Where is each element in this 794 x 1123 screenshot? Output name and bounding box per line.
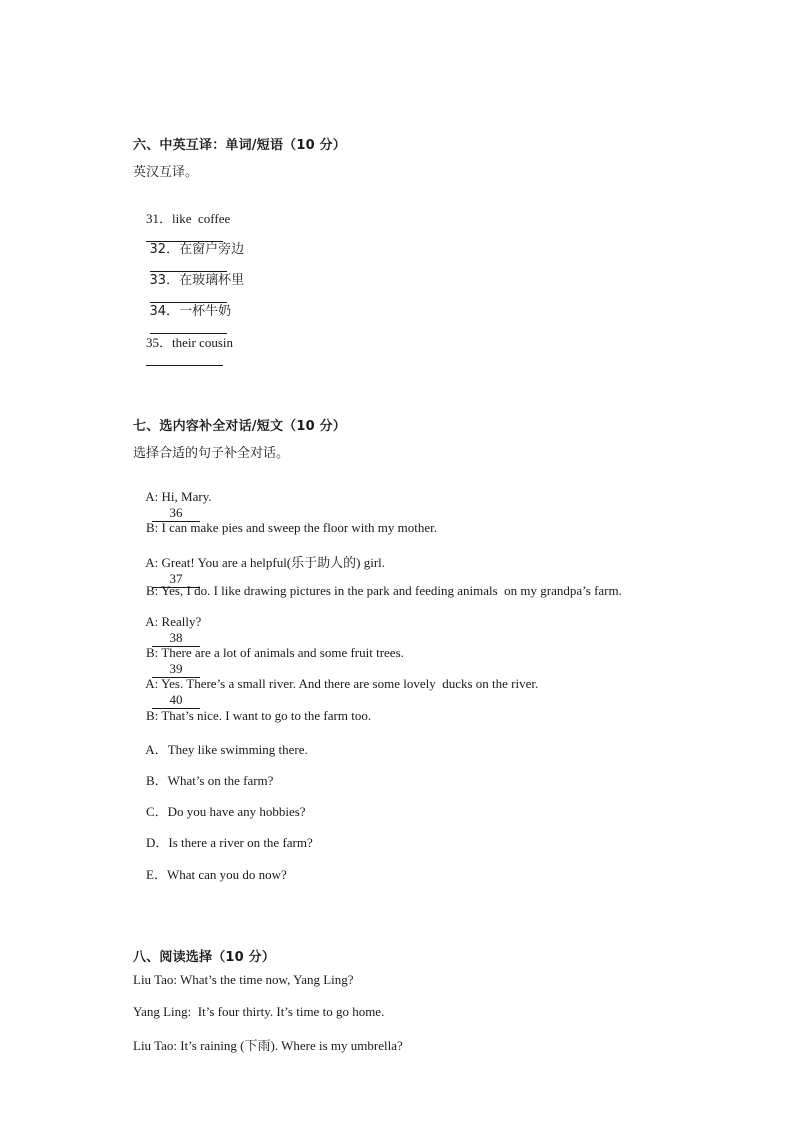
question-text: 一杯牛奶 [179,304,232,319]
dialogue-text: Really? [161,614,202,629]
speaker: B: [146,645,159,660]
reading-line-2: Yang Ling: It’s four thirty. It’s time to go home. [133,1004,385,1019]
dialogue-text: Great! You are a helpful(乐于助人的) girl. [161,555,386,570]
option-text: What’s on the farm? [167,773,274,788]
speaker: B: [146,520,159,535]
question-text: their cousin [172,335,234,350]
speaker: A: [145,676,159,691]
answer-blank-38[interactable]: 38 [152,630,200,647]
reading-line-1: Liu Tao: What’s the time now, Yang Ling? [133,972,354,987]
question-text: 在窗户旁边 [179,242,245,257]
option-letter: B． [146,773,168,788]
answer-blank-36[interactable]: 36 [152,505,200,522]
option-letter: A． [145,742,168,757]
option-letter: E． [146,867,167,882]
question-text: 在玻璃杯里 [179,273,245,288]
speaker: A: [145,555,159,570]
dialogue-text: I can make pies and sweep the floor with my mother. [161,520,437,535]
option-text: What can you do now? [166,867,287,882]
section-7-instruction: 选择合适的句子补全对话。 [133,446,290,461]
answer-blank-40[interactable]: 40 [152,692,200,709]
question-number: 33． [149,273,180,288]
question-number: 34． [149,304,180,319]
dialogue-text: Hi, Mary. [161,489,212,504]
option-letter: D． [146,835,169,850]
answer-blank[interactable] [146,351,223,366]
dialogue-text: There are a lot of animals and some fruit trees. [161,645,404,660]
question-text: like coffee [172,211,231,226]
answer-blank-37[interactable]: 37 [152,571,200,588]
reading-line-3: Liu Tao: It’s raining (下雨). Where is my umbrella? [133,1038,403,1053]
question-number: 35． [146,335,173,350]
question-number: 31． [146,211,173,226]
section-7-title: 七、选内容补全对话/短文（10 分） [133,419,346,434]
answer-blank-39[interactable]: 39 [152,661,200,678]
dialogue-text: That’s nice. I want to go to the farm too. [161,708,372,723]
section-6-instruction: 英汉互译。 [133,165,199,180]
speaker: B: [146,583,159,598]
option-e [133,848,287,899]
section-8-title: 八、阅读选择（10 分） [133,950,276,965]
dialogue-text: Yes, I do. I like drawing pictures in the park and feeding animals on my grandpa’s farm. [161,583,622,598]
option-letter: C． [146,804,168,819]
question-number: 32． [149,242,180,257]
section-6-title: 六、中英互译：单词/短语（10 分） [133,138,346,153]
speaker: A: [145,489,159,504]
dialogue-text: Yes. There’s a small river. And there are some lovely ducks on the river. [161,676,539,691]
option-text: Do you have any hobbies? [167,804,306,819]
option-text: They like swimming there. [167,742,308,757]
option-text: Is there a river on the farm? [168,835,313,850]
question-35 [133,316,233,386]
dialogue-line-4 [133,567,622,615]
speaker: B: [146,708,159,723]
speaker: A: [145,614,159,629]
